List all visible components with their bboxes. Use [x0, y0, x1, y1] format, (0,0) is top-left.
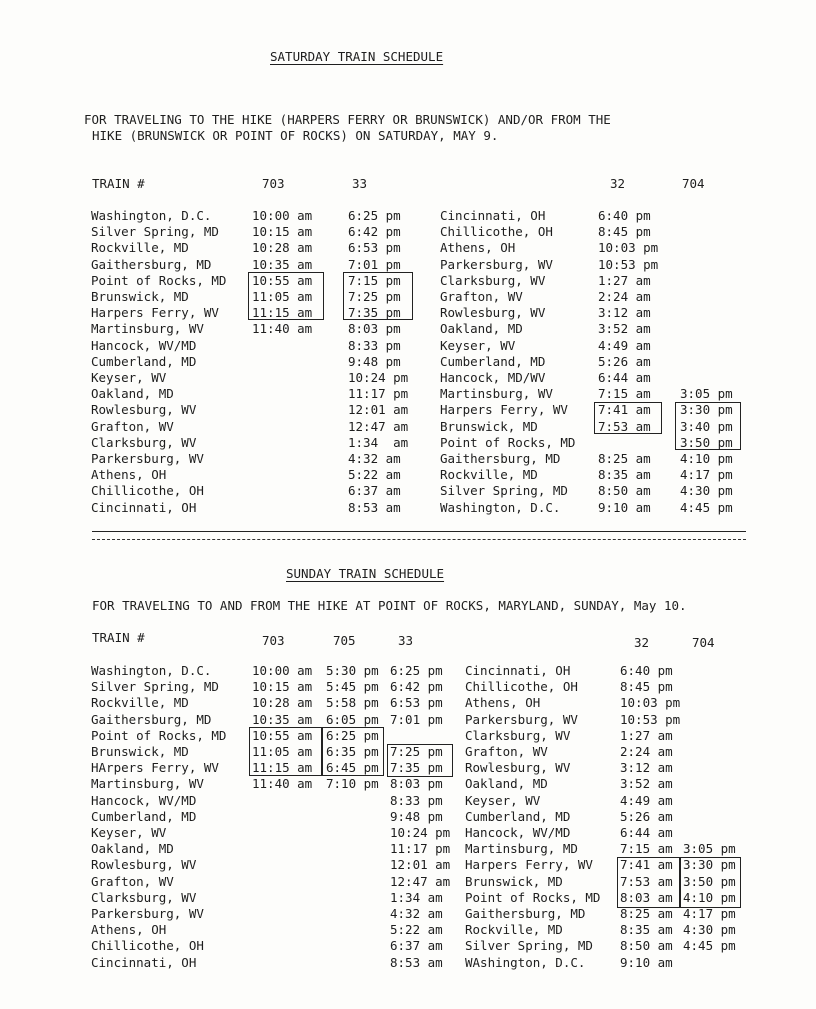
sunday-train-33-time-cell: 8:53 am [390, 955, 443, 970]
sunday-32-hike-box [617, 857, 680, 908]
sunday-train-33-time-cell: 4:32 am [390, 906, 443, 921]
sunday-train-32-time-cell: 8:50 am [620, 938, 673, 953]
sunday-train-705-time-cell: 6:05 pm [326, 712, 379, 727]
sunday-intro: FOR TRAVELING TO AND FROM THE HIKE AT POINT OF ROCKS, MARYLAND, SUNDAY, May 10. [92, 598, 687, 613]
sunday-outbound-station-cell: Rockville, MD [91, 695, 189, 710]
saturday-return-station-cell: Point of Rocks, MD [440, 435, 576, 450]
saturday-return-station-cell: Athens, OH [440, 240, 516, 255]
sunday-train-33-time-cell: 12:01 am [390, 857, 451, 872]
sunday-train-704-time-cell: 3:30 pm [683, 857, 736, 872]
saturday-train-32-time-cell: 6:44 am [598, 370, 651, 385]
saturday-outbound-station-cell: Clarksburg, WV [91, 435, 197, 450]
sunday-train-33: 33 [398, 633, 414, 648]
sunday-train-705-time-cell: 6:25 pm [326, 728, 379, 743]
sunday-train-32-time-cell: 8:35 am [620, 922, 673, 937]
sunday-return-station-cell: Chillicothe, OH [465, 679, 578, 694]
sunday-train-705-time-cell: 5:30 pm [326, 663, 379, 678]
sunday-return-station-cell: WAshington, D.C. [465, 955, 586, 970]
saturday-return-station-cell: Silver Spring, MD [440, 483, 568, 498]
sunday-train-703-time-cell: 10:28 am [252, 695, 313, 710]
sunday-train-33-time-cell: 11:17 pm [390, 841, 451, 856]
sunday-train-33-time-cell: 1:34 am [390, 890, 443, 905]
saturday-train-704-time-cell: 4:30 pm [680, 483, 733, 498]
saturday-outbound-station-cell: Martinsburg, WV [91, 321, 204, 336]
saturday-outbound-station-cell: Washington, D.C. [91, 208, 212, 223]
saturday-train-33-time-cell: 5:22 am [348, 467, 401, 482]
saturday-33-hike-box [343, 272, 413, 320]
sunday-outbound-station-cell: Chillicothe, OH [91, 938, 204, 953]
sunday-outbound-station-cell: Keyser, WV [91, 825, 167, 840]
saturday-outbound-station-cell: Chillicothe, OH [91, 483, 204, 498]
saturday-train-32-time-cell: 8:45 pm [598, 224, 651, 239]
sunday-return-station-cell: Athens, OH [465, 695, 541, 710]
saturday-train-704-time-cell: 4:45 pm [680, 500, 733, 515]
saturday-return-station-cell: Oakland, MD [440, 321, 523, 336]
sunday-train-704-time-cell: 4:10 pm [683, 890, 736, 905]
sunday-outbound-station-cell: Grafton, WV [91, 874, 174, 889]
saturday-train-32-time-cell: 2:24 am [598, 289, 651, 304]
saturday-outbound-station-cell: Cincinnati, OH [91, 500, 197, 515]
sunday-train-703-time-cell: 10:00 am [252, 663, 313, 678]
sunday-train-32-time-cell: 8:03 am [620, 890, 673, 905]
saturday-return-station-cell: Rowlesburg, WV [440, 305, 546, 320]
sunday-train-704-time-cell: 4:17 pm [683, 906, 736, 921]
sunday-train-33-time-cell: 7:01 pm [390, 712, 443, 727]
saturday-train-33: 33 [352, 176, 368, 191]
saturday-intro-line2: HIKE (BRUNSWICK OR POINT OF ROCKS) ON SATURDAY, MAY 9. [92, 128, 499, 143]
sunday-return-station-cell: Harpers Ferry, WV [465, 857, 593, 872]
sunday-return-station-cell: Keyser, WV [465, 793, 541, 808]
sunday-train-32-time-cell: 7:53 am [620, 874, 673, 889]
saturday-704-hike-box [675, 402, 741, 450]
saturday-train-33-time-cell: 1:34 am [348, 435, 409, 450]
saturday-train-703-time-cell: 10:35 am [252, 257, 313, 272]
sunday-train-32-time-cell: 10:53 pm [620, 712, 681, 727]
saturday-train-33-time-cell: 9:48 pm [348, 354, 401, 369]
sunday-return-station-cell: Parkersburg, WV [465, 712, 578, 727]
sunday-703-hike-box [249, 727, 322, 776]
saturday-train-703-time-cell: 10:00 am [252, 208, 313, 223]
sunday-outbound-station-cell: Brunswick, MD [91, 744, 189, 759]
saturday-train-32-time-cell: 10:03 pm [598, 240, 659, 255]
saturday-return-station-cell: Clarksburg, WV [440, 273, 546, 288]
sunday-title: SUNDAY TRAIN SCHEDULE [286, 566, 445, 581]
sunday-704-hike-box [680, 857, 741, 908]
sunday-train-33-time-cell: 6:53 pm [390, 695, 443, 710]
saturday-train-33-time-cell: 7:15 pm [348, 273, 401, 288]
saturday-outbound-station-cell: Athens, OH [91, 467, 167, 482]
sunday-outbound-station-cell: Martinsburg, WV [91, 776, 204, 791]
saturday-train-33-time-cell: 8:33 pm [348, 338, 401, 353]
sunday-return-station-cell: Hancock, WV/MD [465, 825, 571, 840]
sunday-train-703-time-cell: 11:05 am [252, 744, 313, 759]
saturday-outbound-station-cell: Grafton, WV [91, 419, 174, 434]
saturday-train-33-time-cell: 7:25 pm [348, 289, 401, 304]
saturday-train-32: 32 [610, 176, 626, 191]
saturday-train-703-time-cell: 10:28 am [252, 240, 313, 255]
saturday-return-station-cell: Parkersburg, WV [440, 257, 553, 272]
saturday-outbound-station-cell: Parkersburg, WV [91, 451, 204, 466]
saturday-train-33-time-cell: 8:53 am [348, 500, 401, 515]
sunday-outbound-station-cell: Silver Spring, MD [91, 679, 219, 694]
saturday-train-33-time-cell: 4:32 am [348, 451, 401, 466]
sunday-train-33-time-cell: 6:42 pm [390, 679, 443, 694]
sunday-train-703-time-cell: 11:15 am [252, 760, 313, 775]
sunday-outbound-station-cell: Parkersburg, WV [91, 906, 204, 921]
saturday-outbound-station-cell: Hancock, WV/MD [91, 338, 197, 353]
sunday-train-705-time-cell: 5:45 pm [326, 679, 379, 694]
sunday-return-station-cell: Clarksburg, WV [465, 728, 571, 743]
saturday-train-704-time-cell: 4:17 pm [680, 467, 733, 482]
saturday-return-station-cell: Washington, D.C. [440, 500, 561, 515]
sunday-train-32: 32 [634, 635, 650, 650]
saturday-train-32-time-cell: 8:50 am [598, 483, 651, 498]
sunday-return-station-cell: Rockville, MD [465, 922, 563, 937]
sunday-train-33-time-cell: 10:24 pm [390, 825, 451, 840]
saturday-train-32-time-cell: 7:41 am [598, 402, 651, 417]
saturday-703-hike-box [248, 272, 324, 320]
saturday-return-station-cell: Grafton, WV [440, 289, 523, 304]
saturday-train-32-time-cell: 7:53 am [598, 419, 651, 434]
sunday-train-33-time-cell: 8:03 pm [390, 776, 443, 791]
sunday-train-33-time-cell: 6:37 am [390, 938, 443, 953]
saturday-train-704-time-cell: 3:40 pm [680, 419, 733, 434]
sunday-outbound-station-cell: Point of Rocks, MD [91, 728, 227, 743]
sunday-train-704-time-cell: 3:05 pm [683, 841, 736, 856]
sunday-outbound-station-cell: Oakland, MD [91, 841, 174, 856]
saturday-train-32-time-cell: 8:35 am [598, 467, 651, 482]
sunday-train-703-time-cell: 11:40 am [252, 776, 313, 791]
saturday-title: SATURDAY TRAIN SCHEDULE [270, 49, 444, 64]
sunday-train-33-time-cell: 7:25 pm [390, 744, 443, 759]
sunday-return-station-cell: Grafton, WV [465, 744, 548, 759]
sunday-outbound-station-cell: Rowlesburg, WV [91, 857, 197, 872]
saturday-return-station-cell: Harpers Ferry, WV [440, 402, 568, 417]
sunday-train-703: 703 [262, 633, 285, 648]
saturday-outbound-station-cell: Rockville, MD [91, 240, 189, 255]
sunday-train-705: 705 [333, 633, 356, 648]
saturday-train-703-time-cell: 11:15 am [252, 305, 313, 320]
saturday-train-33-time-cell: 7:01 pm [348, 257, 401, 272]
saturday-outbound-station-cell: Keyser, WV [91, 370, 167, 385]
saturday-train-32-time-cell: 5:26 am [598, 354, 651, 369]
saturday-intro-line1: FOR TRAVELING TO THE HIKE (HARPERS FERRY OR BRUNSWICK) AND/OR FROM THE [84, 112, 611, 127]
sunday-outbound-station-cell: Clarksburg, WV [91, 890, 197, 905]
sunday-train-703-time-cell: 10:55 am [252, 728, 313, 743]
sunday-return-station-cell: Brunswick, MD [465, 874, 563, 889]
section-divider-dashed [92, 539, 746, 540]
sunday-return-station-cell: Rowlesburg, WV [465, 760, 571, 775]
sunday-outbound-station-cell: Athens, OH [91, 922, 167, 937]
saturday-train-32-time-cell: 3:52 am [598, 321, 651, 336]
saturday-outbound-station-cell: Point of Rocks, MD [91, 273, 227, 288]
section-divider-solid [92, 531, 746, 532]
sunday-train-33-time-cell: 12:47 am [390, 874, 451, 889]
saturday-train-33-time-cell: 8:03 pm [348, 321, 401, 336]
saturday-train-33-time-cell: 7:35 pm [348, 305, 401, 320]
saturday-outbound-station-cell: Gaithersburg, MD [91, 257, 212, 272]
sunday-train-32-time-cell: 8:45 pm [620, 679, 673, 694]
saturday-train-704-time-cell: 3:30 pm [680, 402, 733, 417]
sunday-train-33-time-cell: 5:22 am [390, 922, 443, 937]
saturday-return-station-cell: Keyser, WV [440, 338, 516, 353]
sunday-train-704-time-cell: 3:50 pm [683, 874, 736, 889]
sunday-return-station-cell: Oakland, MD [465, 776, 548, 791]
sunday-train-705-time-cell: 7:10 pm [326, 776, 379, 791]
saturday-return-station-cell: Hancock, MD/WV [440, 370, 546, 385]
sunday-train-704-time-cell: 4:30 pm [683, 922, 736, 937]
sunday-train-32-time-cell: 6:40 pm [620, 663, 673, 678]
saturday-train-704-time-cell: 4:10 pm [680, 451, 733, 466]
sunday-train-703-time-cell: 10:35 am [252, 712, 313, 727]
sunday-train-32-time-cell: 1:27 am [620, 728, 673, 743]
saturday-return-station-cell: Martinsburg, WV [440, 386, 553, 401]
saturday-train-703-time-cell: 11:05 am [252, 289, 313, 304]
saturday-train-33-time-cell: 6:25 pm [348, 208, 401, 223]
saturday-train-704-time-cell: 3:50 pm [680, 435, 733, 450]
sunday-return-station-cell: Point of Rocks, MD [465, 890, 601, 905]
sunday-705-hike-box [322, 727, 384, 776]
sunday-train-33-time-cell: 8:33 pm [390, 793, 443, 808]
saturday-train-33-time-cell: 12:47 am [348, 419, 409, 434]
saturday-train-704-time-cell: 3:05 pm [680, 386, 733, 401]
sunday-train-32-time-cell: 3:52 am [620, 776, 673, 791]
saturday-outbound-station-cell: Rowlesburg, WV [91, 402, 197, 417]
sunday-return-station-cell: Martinsburg, MD [465, 841, 578, 856]
sunday-train-32-time-cell: 9:10 am [620, 955, 673, 970]
sunday-33-hike-box [387, 744, 453, 777]
sunday-outbound-station-cell: Washington, D.C. [91, 663, 212, 678]
saturday-train-33-time-cell: 6:53 pm [348, 240, 401, 255]
saturday-return-station-cell: Cumberland, MD [440, 354, 546, 369]
saturday-outbound-station-cell: Cumberland, MD [91, 354, 197, 369]
sunday-train-705-time-cell: 6:35 pm [326, 744, 379, 759]
saturday-train-32-time-cell: 10:53 pm [598, 257, 659, 272]
saturday-outbound-station-cell: Silver Spring, MD [91, 224, 219, 239]
sunday-train-32-time-cell: 5:26 am [620, 809, 673, 824]
sunday-train-32-time-cell: 3:12 am [620, 760, 673, 775]
sunday-train-33-time-cell: 7:35 pm [390, 760, 443, 775]
sunday-train-32-time-cell: 6:44 am [620, 825, 673, 840]
sunday-train-32-time-cell: 10:03 pm [620, 695, 681, 710]
sunday-train-705-time-cell: 6:45 pm [326, 760, 379, 775]
saturday-outbound-station-cell: Brunswick, MD [91, 289, 189, 304]
sunday-train-705-time-cell: 5:58 pm [326, 695, 379, 710]
saturday-return-station-cell: Cincinnati, OH [440, 208, 546, 223]
saturday-train-32-time-cell: 7:15 am [598, 386, 651, 401]
saturday-train-703-time-cell: 11:40 am [252, 321, 313, 336]
saturday-train-33-time-cell: 11:17 pm [348, 386, 409, 401]
saturday-outbound-station-cell: Oakland, MD [91, 386, 174, 401]
sunday-return-station-cell: Cincinnati, OH [465, 663, 571, 678]
sunday-train-33-time-cell: 9:48 pm [390, 809, 443, 824]
saturday-return-station-cell: Gaithersburg, MD [440, 451, 561, 466]
sunday-outbound-station-cell: Cumberland, MD [91, 809, 197, 824]
sunday-train-label: TRAIN # [92, 630, 145, 645]
saturday-train-703-time-cell: 10:15 am [252, 224, 313, 239]
saturday-train-703-time-cell: 10:55 am [252, 273, 313, 288]
saturday-train-33-time-cell: 10:24 pm [348, 370, 409, 385]
sunday-train-32-time-cell: 4:49 am [620, 793, 673, 808]
saturday-return-station-cell: Brunswick, MD [440, 419, 538, 434]
sunday-train-32-time-cell: 8:25 am [620, 906, 673, 921]
sunday-outbound-station-cell: HArpers Ferry, WV [91, 760, 219, 775]
sunday-outbound-station-cell: Gaithersburg, MD [91, 712, 212, 727]
saturday-train-33-time-cell: 6:42 pm [348, 224, 401, 239]
saturday-train-label: TRAIN # [92, 176, 145, 191]
sunday-train-704: 704 [692, 635, 715, 650]
sunday-train-703-time-cell: 10:15 am [252, 679, 313, 694]
saturday-train-703: 703 [262, 176, 285, 191]
saturday-train-32-time-cell: 1:27 am [598, 273, 651, 288]
sunday-outbound-station-cell: Hancock, WV/MD [91, 793, 197, 808]
sunday-train-32-time-cell: 7:41 am [620, 857, 673, 872]
saturday-return-station-cell: Chillicothe, OH [440, 224, 553, 239]
sunday-train-33-time-cell: 6:25 pm [390, 663, 443, 678]
sunday-outbound-station-cell: Cincinnati, OH [91, 955, 197, 970]
saturday-train-704: 704 [682, 176, 705, 191]
saturday-32-hike-box [594, 402, 662, 434]
saturday-train-32-time-cell: 8:25 am [598, 451, 651, 466]
saturday-return-station-cell: Rockville, MD [440, 467, 538, 482]
sunday-train-32-time-cell: 2:24 am [620, 744, 673, 759]
saturday-outbound-station-cell: Harpers Ferry, WV [91, 305, 219, 320]
sunday-train-704-time-cell: 4:45 pm [683, 938, 736, 953]
sunday-return-station-cell: Silver Spring, MD [465, 938, 593, 953]
saturday-train-32-time-cell: 4:49 am [598, 338, 651, 353]
sunday-return-station-cell: Gaithersburg, MD [465, 906, 586, 921]
saturday-train-33-time-cell: 6:37 am [348, 483, 401, 498]
saturday-train-33-time-cell: 12:01 am [348, 402, 409, 417]
saturday-train-32-time-cell: 3:12 am [598, 305, 651, 320]
sunday-return-station-cell: Cumberland, MD [465, 809, 571, 824]
saturday-train-32-time-cell: 9:10 am [598, 500, 651, 515]
saturday-train-32-time-cell: 6:40 pm [598, 208, 651, 223]
sunday-train-32-time-cell: 7:15 am [620, 841, 673, 856]
